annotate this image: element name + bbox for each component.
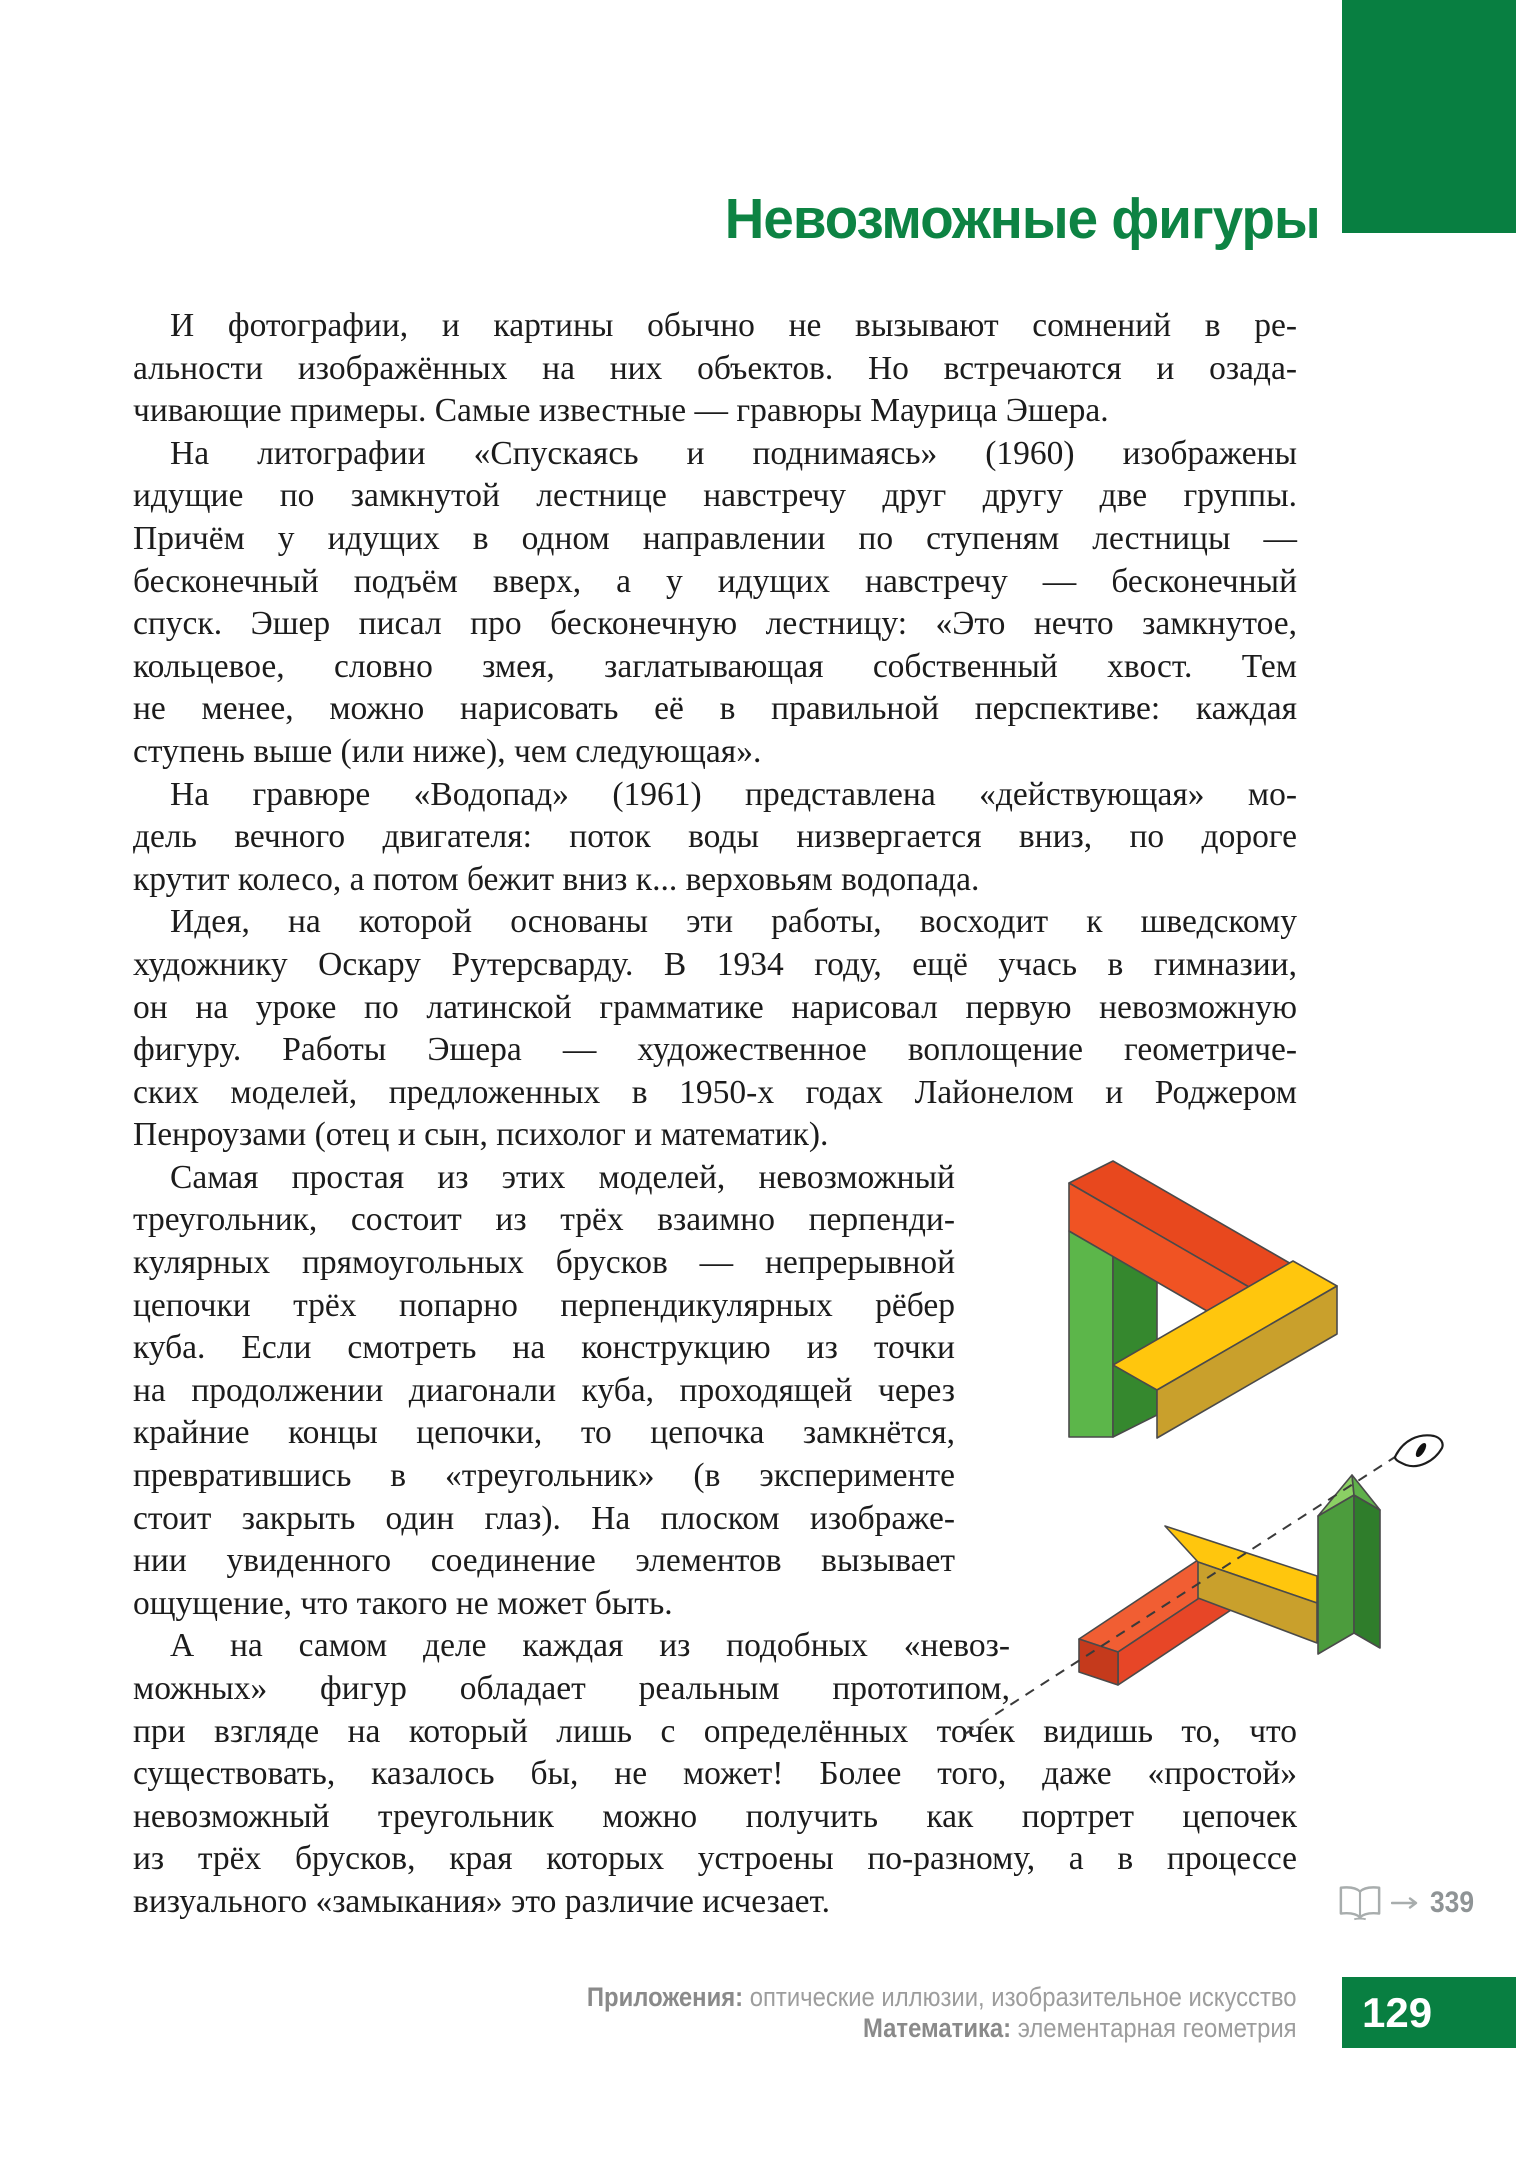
footer-line-applications (587, 1982, 1297, 2013)
text-line: Самая простая из этих моделей, невозможный (170, 1158, 955, 1196)
text-line: кулярных прямоугольных брусков — непрерывной (133, 1244, 955, 1282)
footer-text: элементарная геометрия (1011, 2013, 1297, 2043)
text-line: Идея, на которой основаны эти работы, восходит к шведскому (170, 903, 1297, 941)
text-line: на продолжении диагонали куба, проходящей через (133, 1371, 955, 1409)
text-line: цепочки трёх попарно перпендикулярных рёбер (133, 1286, 955, 1324)
text-line: И фотографии, и картины обычно не вызывают сомнений в ре- (170, 307, 1297, 344)
triangle-green-front-face (1069, 1231, 1113, 1437)
text-line: можных» фигур обладает реальным прототипом, (133, 1670, 1010, 1707)
cross-reference (1338, 1884, 1480, 1922)
text-line: бесконечный подъём вверх, а у идущих навстречу — бесконечный (133, 562, 1297, 600)
text-line: ощущение, что такого не может быть. (133, 1584, 673, 1622)
text-line: существовать, казалось бы, не может! Более того, даже «простой» (133, 1755, 1297, 1793)
footer-label: Приложения: (587, 1982, 744, 2012)
page-title: Невозможные фигуры (725, 187, 1320, 251)
arrow-right-icon (1391, 1896, 1421, 1910)
text-line: крайние концы цепочки, то цепочка замкнётся, (133, 1414, 955, 1452)
text-line: ских моделей, предложенных в 1950-х годах Лайонелом и Роджером (133, 1073, 1297, 1111)
book-icon (1338, 1884, 1382, 1922)
text-line: куба. Если смотреть на конструкцию из точки (133, 1329, 955, 1367)
text-line: стоит закрыть один глаз). На плоском изображе- (133, 1499, 955, 1537)
text-line: невозможный треугольник можно получить как портрет цепочек (133, 1797, 1297, 1835)
text-line: Причём у идущих в одном направлении по ступеням лестницы — (133, 519, 1297, 557)
reference-page-number: 339 (1430, 1886, 1475, 1919)
impossible-triangle-figure (1060, 1155, 1350, 1445)
unfolded-chain-figure (960, 1430, 1460, 1750)
text-line: дель вечного двигателя: поток воды низвергается вниз, по дороге (133, 818, 1297, 856)
text-line: при взгляде на который лишь с определённых точек видишь то, что (133, 1712, 1297, 1750)
footer-line-mathematics (587, 2013, 1297, 2044)
text-line: он на уроке по латинской грамматике нарисовал первую невозможную (133, 988, 1297, 1026)
text-line: идущие по замкнутой лестнице навстречу друг другу две группы. (133, 477, 1297, 515)
text-line: кольцевое, словно змея, заглатывающая собственный хвост. Тем (133, 647, 1297, 685)
text-line: крутит колесо, а потом бежит вниз к... верховьям водопада. (133, 860, 980, 898)
text-line: не менее, можно нарисовать её в правильной перспективе: каждая (133, 690, 1297, 728)
page-number-badge: 129 (1342, 1977, 1516, 2048)
text-line: художнику Оскару Рутерсварду. В 1934 году, ещё учась в гимназии, (133, 945, 1297, 983)
text-line: Пенроузами (отец и сын, психолог и математик). (133, 1116, 829, 1154)
chain-green-front-face (1318, 1495, 1354, 1654)
text-line: нии увиденного соединение элементов вызывает (133, 1542, 955, 1580)
text-line: ступень выше (или ниже), чем следующая». (133, 732, 762, 770)
text-line: визуального «замыкания» это различие исчезает. (133, 1882, 830, 1920)
text-line: На гравюре «Водопад» (1961) представлена «действующая» мо- (170, 775, 1297, 813)
text-line: из трёх брусков, края которых устроены по-разному, а в процессе (133, 1840, 1297, 1878)
footer-label: Математика: (863, 2013, 1012, 2043)
text-line: На литографии «Спускаясь и поднимаясь» (1960) изображены (170, 434, 1297, 472)
text-line: альности изображённых на них объектов. Но встречаются и озада- (133, 349, 1297, 387)
text-line: треугольник, состоит из трёх взаимно перпенди- (133, 1201, 955, 1239)
text-line: спуск. Эшер писал про бесконечную лестницу: «Это нечто замкнутое, (133, 605, 1297, 643)
footer-index (587, 1982, 1297, 2044)
chain-green-side-face (1354, 1495, 1380, 1648)
text-line: А на самом деле каждая из подобных «невоз- (170, 1627, 1010, 1665)
text-line: фигуру. Работы Эшера — художественное воплощение геометриче- (133, 1031, 1297, 1069)
text-line: превратившись в «треугольник» (в эксперименте (133, 1457, 955, 1495)
text-line: чивающие примеры. Самые известные — гравюры Маурица Эшера. (133, 392, 1109, 430)
footer-text: оптические иллюзии, изобразительное искусство (743, 1982, 1297, 2012)
eye-icon (1395, 1435, 1443, 1466)
corner-accent-block (1342, 0, 1516, 233)
